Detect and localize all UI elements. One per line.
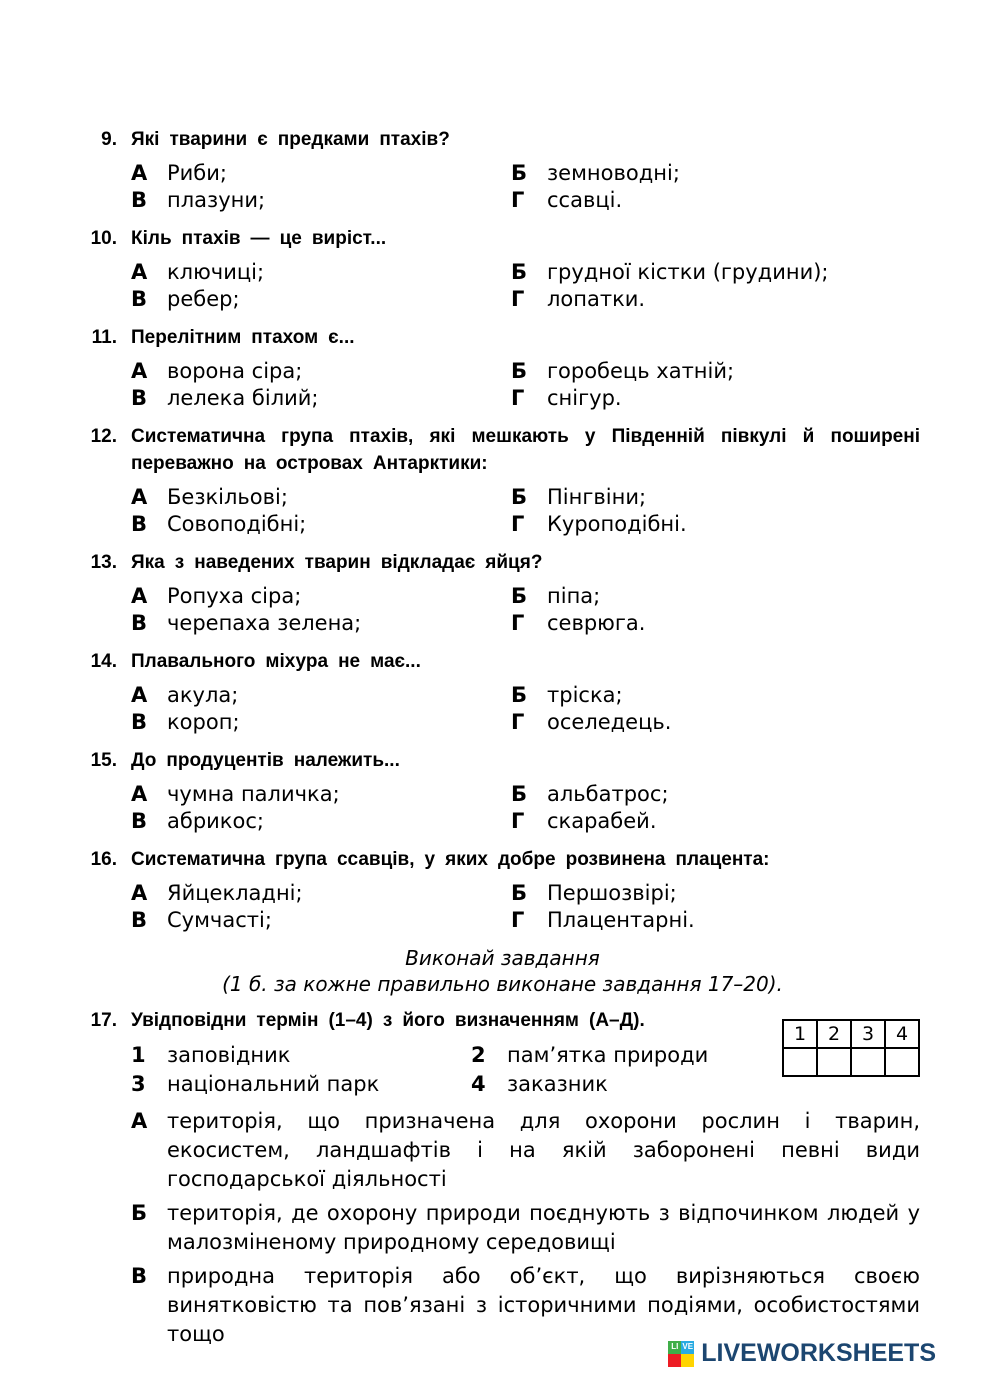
question-number: 16. [90,849,117,870]
answer-options [131,682,920,736]
logo-square-4 [681,1354,694,1367]
answer-option-Г[interactable] [511,385,920,412]
answer-option-В[interactable] [131,709,511,736]
option-text: чумна паличка; [167,782,340,806]
answer-options [131,781,920,835]
option-letter: Б [511,485,528,509]
option-text: земноводні; [547,161,680,185]
option-letter: А [131,260,148,284]
answer-option-В[interactable] [131,511,511,538]
answer-table-header-2: 2 [817,1020,851,1048]
option-text: Куроподібні. [547,512,687,536]
option-letter: А [131,161,148,185]
option-letter: А [131,782,148,806]
answer-table-input-2[interactable] [817,1048,851,1076]
option-letter: Б [511,683,528,707]
definitions-list [131,1107,920,1349]
option-text: Пінгвіни; [547,485,647,509]
option-text: горобець хатній; [547,359,735,383]
definition-letter: В [131,1264,148,1288]
question-head [85,324,920,351]
term-text: заказник [507,1072,608,1096]
answer-options [131,484,920,538]
question-number: 17. [90,1010,117,1031]
option-text: Яйцекладні; [167,881,303,905]
option-text: снігур. [547,386,622,410]
match-term-1 [131,1041,471,1070]
option-letter: В [131,710,148,734]
option-letter: Г [511,710,525,734]
option-letter: Г [511,611,525,635]
term-number: 4 [471,1072,486,1096]
answer-option-Г[interactable] [511,907,920,934]
option-text: Сумчасті; [167,908,272,932]
definition-text: територія, що призначена для охорони рослин і тварин, екосистем, ландшафтів і на якій заборонені певні види господарської діяльності [167,1109,920,1191]
answer-options [131,358,920,412]
option-text: піпа; [547,584,601,608]
question-number: 15. [90,750,117,771]
option-letter: А [131,584,148,608]
option-letter: А [131,683,148,707]
answer-table-input-3[interactable] [851,1048,885,1076]
liveworksheets-logo-icon [668,1341,694,1367]
term-number: 1 [131,1043,146,1067]
term-text: заповідник [167,1043,291,1067]
answer-option-А[interactable] [131,880,511,907]
match-term-2 [471,1041,791,1070]
option-letter: Б [511,782,528,806]
option-text: абрикос; [167,809,264,833]
option-text: оселедець. [547,710,672,734]
term-text: пам’ятка природи [507,1043,709,1067]
option-letter: Г [511,188,525,212]
question-number: 10. [90,228,117,249]
answer-option-В[interactable] [131,610,511,637]
answer-option-Г[interactable] [511,709,920,736]
answer-option-А[interactable] [131,682,511,709]
option-text: короп; [167,710,240,734]
answer-table-header-3: 3 [851,1020,885,1048]
liveworksheets-logo-text: LIVEWORKSHEETS [701,1339,936,1367]
answer-options [131,160,920,214]
question-17 [85,1007,920,1349]
answer-option-Б[interactable] [511,781,920,808]
term-text: національний парк [167,1072,380,1096]
option-letter: А [131,359,148,383]
task-instruction-title: Виконай завдання [405,946,600,970]
match-term-3 [131,1070,471,1099]
option-letter: Г [511,287,525,311]
question-head [85,747,920,774]
option-text: лопатки. [547,287,646,311]
footer [668,1339,936,1368]
answer-table-input-1[interactable] [783,1048,817,1076]
option-text: грудної кістки (грудини); [547,260,829,284]
question-13 [85,549,920,637]
option-letter: Г [511,809,525,833]
option-text: тріска; [547,683,623,707]
answer-option-В[interactable] [131,907,511,934]
question-16 [85,846,920,934]
option-letter: Б [511,359,528,383]
answer-option-Б[interactable] [511,358,920,385]
term-number: 3 [131,1072,146,1096]
answer-options [131,880,920,934]
question-12 [85,423,920,538]
answer-option-В[interactable] [131,187,511,214]
question-text: Увідповідни термін (1–4) з його визначенням (А–Д). [131,1010,645,1031]
definition-В [131,1262,920,1349]
question-11 [85,324,920,412]
answer-option-Б[interactable] [511,484,920,511]
question-head [85,423,920,477]
answer-option-А[interactable] [131,781,511,808]
option-letter: А [131,485,148,509]
questions-list [85,126,920,934]
question-head [85,225,920,252]
option-letter: Г [511,386,525,410]
option-letter: Б [511,881,528,905]
logo-square-2: VE [681,1341,694,1354]
question-15 [85,747,920,835]
option-text: ворона сіра; [167,359,303,383]
answer-option-В[interactable] [131,385,511,412]
option-text: ссавці. [547,188,623,212]
option-text: Совоподібні; [167,512,307,536]
question-9 [85,126,920,214]
answer-option-В[interactable] [131,808,511,835]
answer-table-header-1: 1 [783,1020,817,1048]
question-text: Систематична група ссавців, у яких добре розвинена плацента: [131,849,770,870]
answer-option-Г[interactable] [511,286,920,313]
option-letter: Б [511,161,528,185]
answer-option-А[interactable] [131,160,511,187]
option-text: альбатрос; [547,782,669,806]
question-text: Плавального міхура не має... [131,651,421,672]
option-letter: В [131,287,148,311]
answer-table-header-row [783,1020,919,1048]
answer-option-Б[interactable] [511,682,920,709]
question-text: Систематична група птахів, які мешкають у Південній півкулі й поширені переважно на островах Антарктики: [131,426,920,474]
definition-Б [131,1199,920,1257]
answer-table-input-row [783,1048,919,1076]
option-letter: А [131,881,148,905]
option-letter: В [131,908,148,932]
answer-option-А[interactable] [131,583,511,610]
answer-table-input-4[interactable] [885,1048,919,1076]
option-text: акула; [167,683,239,707]
option-letter: В [131,188,148,212]
option-letter: В [131,611,148,635]
answer-option-Г[interactable] [511,511,920,538]
question-number: 11. [91,327,117,348]
answer-option-А[interactable] [131,358,511,385]
definition-А [131,1107,920,1194]
question-text: Кіль птахів — це виріст... [131,228,387,249]
option-text: лелека білий; [167,386,319,410]
question-head [85,549,920,576]
question-text: Яка з наведених тварин відкладає яйця? [131,552,543,573]
option-letter: В [131,386,148,410]
term-number: 2 [471,1043,486,1067]
option-letter: В [131,809,148,833]
answer-option-Г[interactable] [511,610,920,637]
match-term-4 [471,1070,791,1099]
question-number: 14. [90,651,117,672]
question-head [85,648,920,675]
answer-options [131,583,920,637]
answer-table-header-4: 4 [885,1020,919,1048]
answer-table [782,1019,920,1077]
answer-options [131,259,920,313]
terms-list [131,1041,791,1099]
option-text: Першозвірі; [547,881,677,905]
option-text: Ропуха сіра; [167,584,302,608]
definition-letter: Б [131,1201,148,1225]
option-letter: Г [511,908,525,932]
option-text: Плацентарні. [547,908,695,932]
option-letter: Б [511,260,528,284]
answer-option-Б[interactable] [511,259,920,286]
question-head [85,846,920,873]
option-text: скарабей. [547,809,657,833]
option-letter: В [131,512,148,536]
question-14 [85,648,920,736]
task-header [85,945,920,997]
answer-option-Г[interactable] [511,187,920,214]
answer-option-А[interactable] [131,259,511,286]
definition-text: природна територія або об’єкт, що вирізняються своєю винятковістю та пов’язані з історичними подіями, особистостями тощо [167,1264,920,1346]
definition-text: територія, де охорону природи поєднують з відпочинком людей у малозміненому природному середовищі [167,1201,920,1254]
question-number: 13. [90,552,117,573]
option-text: ребер; [167,287,240,311]
option-letter: Б [511,584,528,608]
option-text: черепаха зелена; [167,611,362,635]
answer-option-Б[interactable] [511,880,920,907]
option-letter: Г [511,512,525,536]
answer-option-Б[interactable] [511,160,920,187]
task-instruction-subtitle: (1 б. за кожне правильно виконане завдання 17–20). [222,972,783,996]
logo-square-3 [668,1354,681,1367]
option-text: севрюга. [547,611,646,635]
answer-option-Б[interactable] [511,583,920,610]
option-text: плазуни; [167,188,266,212]
option-text: Безкільові; [167,485,288,509]
question-text: Перелітним птахом є... [131,327,355,348]
definition-letter: А [131,1109,148,1133]
option-text: ключиці; [167,260,265,284]
question-number: 9. [101,129,117,150]
logo-square-1: LI [668,1341,681,1354]
answer-option-А[interactable] [131,484,511,511]
question-text: Які тварини є предками птахів? [131,129,450,150]
answer-option-В[interactable] [131,286,511,313]
question-head [85,126,920,153]
question-10 [85,225,920,313]
question-text: До продуцентів належить... [131,750,400,771]
option-text: Риби; [167,161,227,185]
question-number: 12. [90,426,117,447]
answer-option-Г[interactable] [511,808,920,835]
